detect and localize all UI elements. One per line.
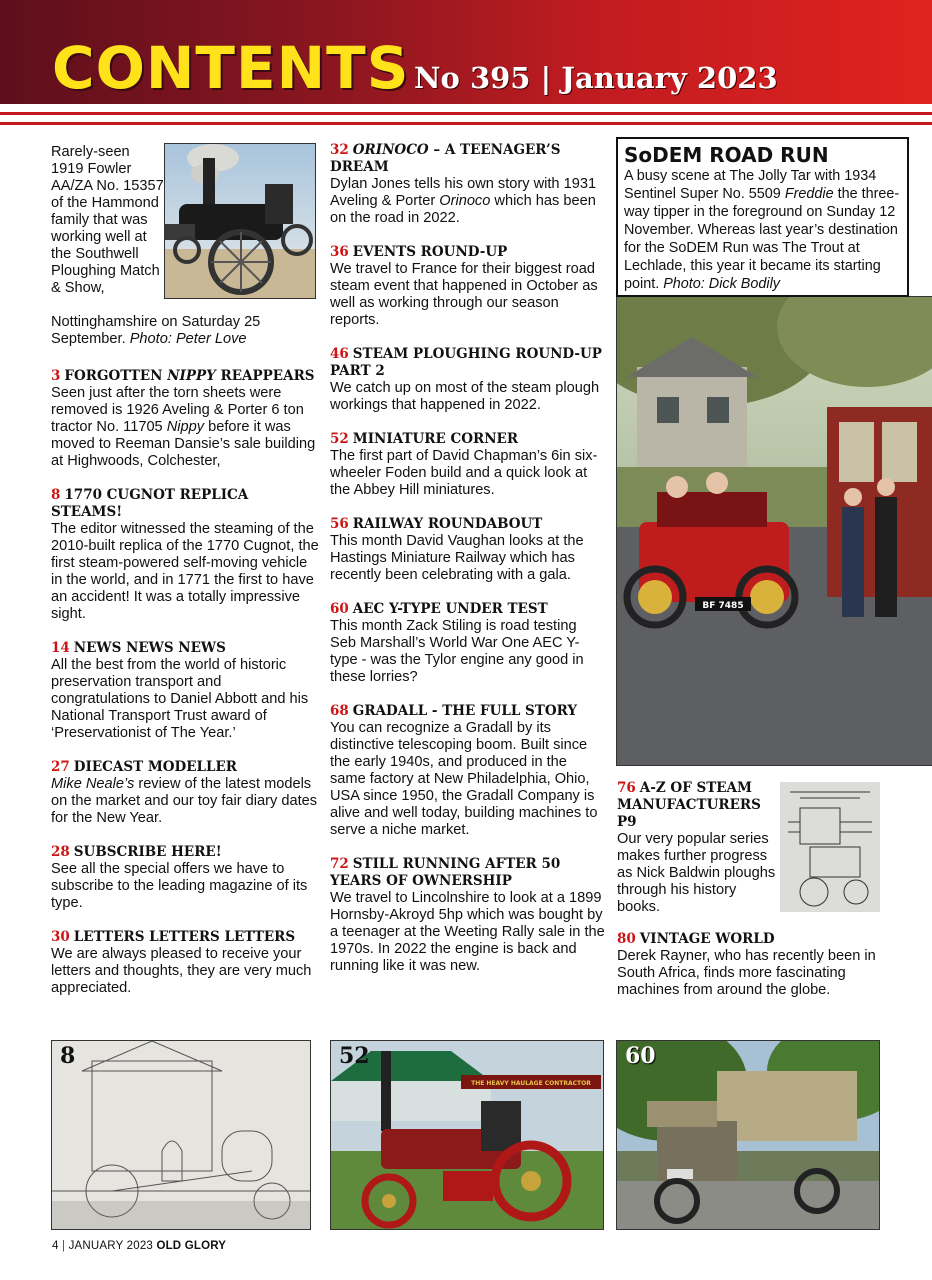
article-summary: The editor witnessed the steaming of the 2010-built replica of the 1770 Cugnot, the first steam-powered self-moving vehicle in the world, and in 1771 the first to have an accident! It was a totally impressive sight. (51, 521, 319, 622)
article-entry[interactable] (51, 368, 319, 470)
article-summary: You can recognize a Gradall by its distinctive telescoping boom. Built since the early 1940s, and produced in the same factory at New Philadelphia, Ohio, USA since 1950, the Gradall Company is alive and well today, building machines to serve a niche market. (330, 720, 598, 838)
page-title: CONTENTS (52, 34, 410, 102)
article-entry[interactable] (330, 516, 606, 584)
article-summary: We travel to Lincolnshire to look at a 1899 Hornsby-Akroyd 5hp which was bought by a teenager at the Weeting Rally sale in the 1970s. In 2022 the engine is back and running like it was new. (330, 890, 605, 974)
article-summary: See all the special offers we have to subscribe to the leading magazine of its type. (51, 861, 308, 911)
caption-continuation: Nottinghamshire on Saturday 25 September. Photo: Peter Love (51, 314, 261, 347)
article-title: 52 MINIATURE CORNER (330, 431, 519, 447)
article-title: 68 GRADALL - THE FULL STORY (330, 703, 578, 719)
footer-date: JANUARY 2023 (68, 1240, 157, 1252)
article-entry[interactable] (51, 487, 319, 623)
article-entry[interactable] (330, 856, 606, 975)
photo-patent-drawing (780, 782, 880, 912)
article-entry[interactable] (51, 929, 319, 997)
article-title: 3 FORGOTTEN NIPPY REAPPEARS (51, 368, 315, 384)
article-entry[interactable] (617, 780, 782, 916)
article-summary: The first part of David Chapman’s 6in six-wheeler Foden build and a quick look at the Abbey Hill miniatures. (330, 448, 598, 498)
photo-page-number: 8 (60, 1043, 76, 1069)
article-summary: Dylan Jones tells his own story with 1931 Aveling & Porter Orinoco which has been on the road in 2022. (330, 176, 597, 226)
article-entry[interactable] (330, 431, 606, 499)
sodem-title: SoDEM ROAD RUN (624, 143, 829, 167)
article-title: 76 A-Z OF STEAM MANUFACTURERS P9 (617, 780, 761, 830)
footer-page-number: 4 (52, 1240, 59, 1252)
article-summary: We are always pleased to receive your letters and thoughts, they are very much appreciated. (51, 946, 312, 996)
article-title: 46 STEAM PLOUGHING ROUND-UP PART 2 (330, 346, 602, 379)
article-title: 27 DIECAST MODELLER (51, 759, 238, 775)
caption-text: Rarely-seen 1919 Fowler AA/ZA No. 15357 of the Hammond family that was working well at the Southwell Ploughing Match & Show, (51, 144, 164, 296)
article-entry[interactable] (51, 844, 319, 912)
article-title: 60 AEC Y-TYPE UNDER TEST (330, 601, 548, 617)
article-entry[interactable] (330, 244, 606, 329)
article-summary: Our very popular series makes further progress as Nick Baldwin ploughs through his history books. (617, 831, 776, 915)
sodem-feature-box[interactable] (616, 137, 909, 297)
article-summary: This month David Vaughan looks at the Hastings Miniature Railway which has recently been celebrating with a gala. (330, 533, 584, 583)
car-number-plate: BF 7485 (702, 601, 744, 611)
article-summary: This month Zack Stiling is road testing Seb Marshall’s World War One AEC Y-type - was the Tylor engine any good in these lorries? (330, 618, 584, 685)
footer-separator: | (58, 1240, 69, 1252)
article-entry[interactable] (330, 142, 606, 227)
footer-magazine-name: OLD GLORY (156, 1240, 227, 1252)
contents-column-3b (617, 931, 887, 1016)
article-title: 56 RAILWAY ROUNDABOUT (330, 516, 543, 532)
article-title: 80 VINTAGE WORLD (617, 931, 775, 947)
divider-rule (0, 112, 932, 115)
photo-cugnot-engraving[interactable] (51, 1040, 311, 1230)
caption-top-text (51, 144, 261, 347)
photo-aec-lorry[interactable] (616, 1040, 880, 1230)
contents-column-2 (330, 142, 606, 992)
article-entry[interactable] (51, 759, 319, 827)
article-entry[interactable] (330, 601, 606, 686)
photo-page-number: 52 (339, 1043, 370, 1069)
photo-sodem-road-run (616, 296, 932, 766)
issue-label: No 395 | January 2023 (414, 61, 778, 95)
header-banner (0, 0, 932, 104)
page-footer (52, 1240, 226, 1252)
article-summary: We travel to France for their biggest road steam event that happened in October as well as working through our season reports. (330, 261, 598, 328)
contents-list-1 (51, 368, 319, 1014)
article-title: 72 STILL RUNNING AFTER 50 YEARS OF OWNERSHIP (330, 856, 561, 889)
divider-rule (0, 122, 932, 125)
article-title: 30 LETTERS LETTERS LETTERS (51, 929, 296, 945)
article-entry[interactable] (330, 346, 606, 414)
sodem-caption: A busy scene at The Jolly Tar with 1934 Sentinel Super No. 5509 Freddie the three-way tipper in the foreground on Sunday 12 November. Whereas last year’s destination for the SoDEM Run was The Trout at Lechlade, this year it became its starting point. Photo: Dick Bodily (624, 168, 900, 292)
article-title: 32 ORINOCO – A TEENAGER’S DREAM (330, 142, 561, 175)
article-title: 14 NEWS NEWS NEWS (51, 640, 226, 656)
contents-column-3a (617, 780, 782, 933)
article-entry[interactable] (617, 931, 887, 999)
article-summary: Derek Rayner, who has recently been in South Africa, finds more fascinating machines from around the globe. (617, 948, 876, 998)
article-title: 28 SUBSCRIBE HERE! (51, 844, 222, 860)
photo-showmans-engine[interactable] (330, 1040, 604, 1230)
photo-credit: Photo: Peter Love (129, 331, 247, 347)
article-title: 36 EVENTS ROUND-UP (330, 244, 508, 260)
article-summary: Seen just after the torn sheets were removed is 1926 Aveling & Porter 6 ton tractor No. 11705 Nippy before it was moved to Reeman Dansie’s sale building at Highwoods, Colchester, (51, 385, 316, 469)
article-title: 8 1770 CUGNOT REPLICA STEAMS! (51, 487, 249, 520)
article-summary: Mike Neale’s review of the latest models on the market and our toy fair diary dates for the New Year. (51, 776, 318, 826)
article-entry[interactable] (330, 703, 606, 839)
article-summary: We catch up on most of the steam plough workings that happened in 2022. (330, 380, 600, 413)
article-entry[interactable] (51, 640, 319, 742)
engine-banner-text: THE HEAVY HAULAGE CONTRACTOR (471, 1080, 591, 1087)
photo-page-number: 60 (625, 1043, 656, 1069)
article-summary: All the best from the world of historic preservation transport and congratulations to Daniel Abbott and his National Transport Trust award of ‘Preservationist of The Year.’ (51, 657, 309, 741)
